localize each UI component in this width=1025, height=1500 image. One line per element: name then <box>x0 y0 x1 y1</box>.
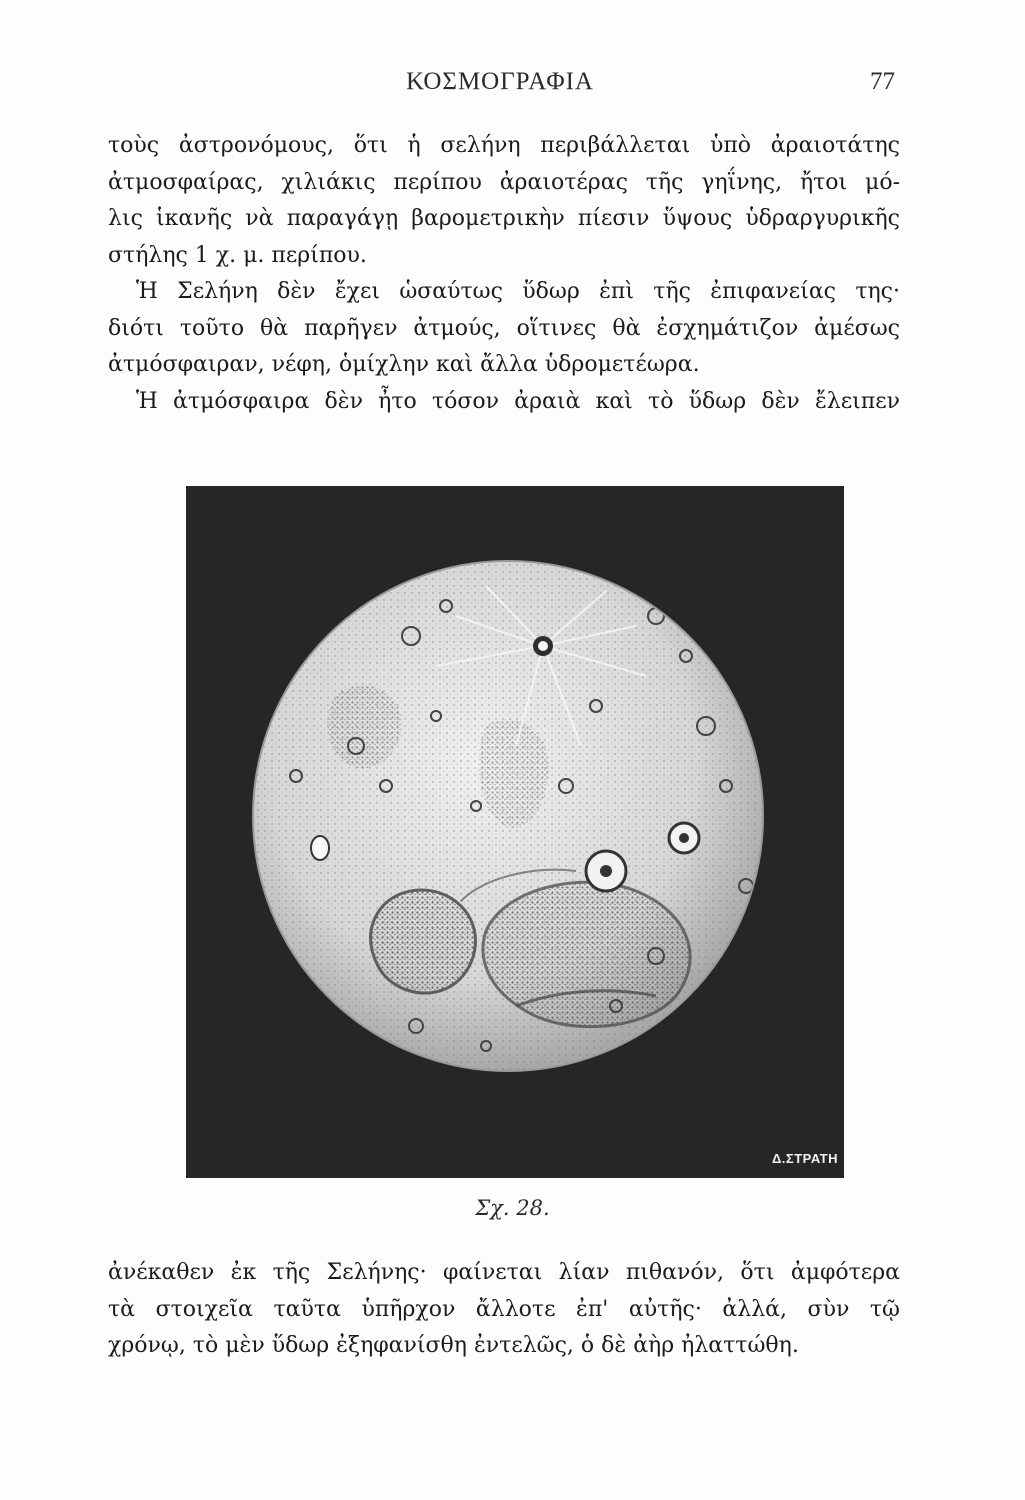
figure-caption: Σχ. 28. <box>475 1196 550 1220</box>
moon-illustration <box>186 486 844 1178</box>
text-line: Ἡ ἀτμόσφαιρα δὲν ἦτο τόσον ἀραιὰ καὶ τὸ ὕδωρ δὲν ἔλειπεν <box>136 388 900 414</box>
text-block-bottom <box>108 1255 900 1365</box>
page-number: 77 <box>870 68 895 95</box>
text-line: τοὺς ἀστρονόμους, ὅτι ἡ σελήνη περιβάλλεται ὑπὸ ἀραιοτάτης <box>108 133 900 158</box>
text-line: ἀνέκαθεν ἐκ τῆς Σελήνης· φαίνεται λίαν πιθανόν, ὅτι ἀμφότερα <box>108 1260 900 1285</box>
text-line: λις ἱκανῆς νὰ παραγάγῃ βαρομετρικὴν πίεσιν ὕψους ὑδραργυρικῆς <box>108 206 900 231</box>
text-line: Ἡ Σελήνη δὲν ἔχει ὡσαύτως ὕδωρ ἐπὶ τῆς ἐπιφανείας της· <box>136 279 900 304</box>
mare-left <box>371 890 476 993</box>
text-line: στήλης 1 χ. μ. περίπου. <box>108 242 367 268</box>
text-line: διότι τοῦτο θὰ παρῆγεν ἀτμούς, οἵτινες θὰ ἐσχημάτιζον ἀμέσως <box>108 315 900 341</box>
text-line: ἀτμοσφαίρας, χιλιάκις περίπου ἀραιοτέρας τῆς γηΐνης, ἤτοι μό- <box>108 169 900 195</box>
engraver-signature: Δ.ΣΤΡΑΤΗ <box>771 1151 838 1166</box>
bright-crater-left <box>311 836 329 860</box>
text-block-top <box>108 128 900 420</box>
text-line: τὰ στοιχεῖα ταῦτα ὑπῆρχον ἄλλοτε ἐπ' αὐτῆς· ἀλλά, σὺν τῷ <box>108 1296 900 1322</box>
text-line: ἀτμόσφαιραν, νέφη, ὁμίχλην καὶ ἄλλα ὑδρομετέωρα. <box>108 352 700 377</box>
running-title: ΚΟΣΜΟΓΡΑΦΙΑ <box>406 68 594 95</box>
mare-lower <box>483 882 690 1026</box>
text-line: χρόνῳ, τὸ μὲν ὕδωρ ἐξηφανίσθη ἐντελῶς, ὁ δὲ ἀὴρ ἠλαττώθη. <box>108 1333 799 1358</box>
page-header <box>105 68 895 108</box>
moon-engraving <box>186 486 844 1178</box>
